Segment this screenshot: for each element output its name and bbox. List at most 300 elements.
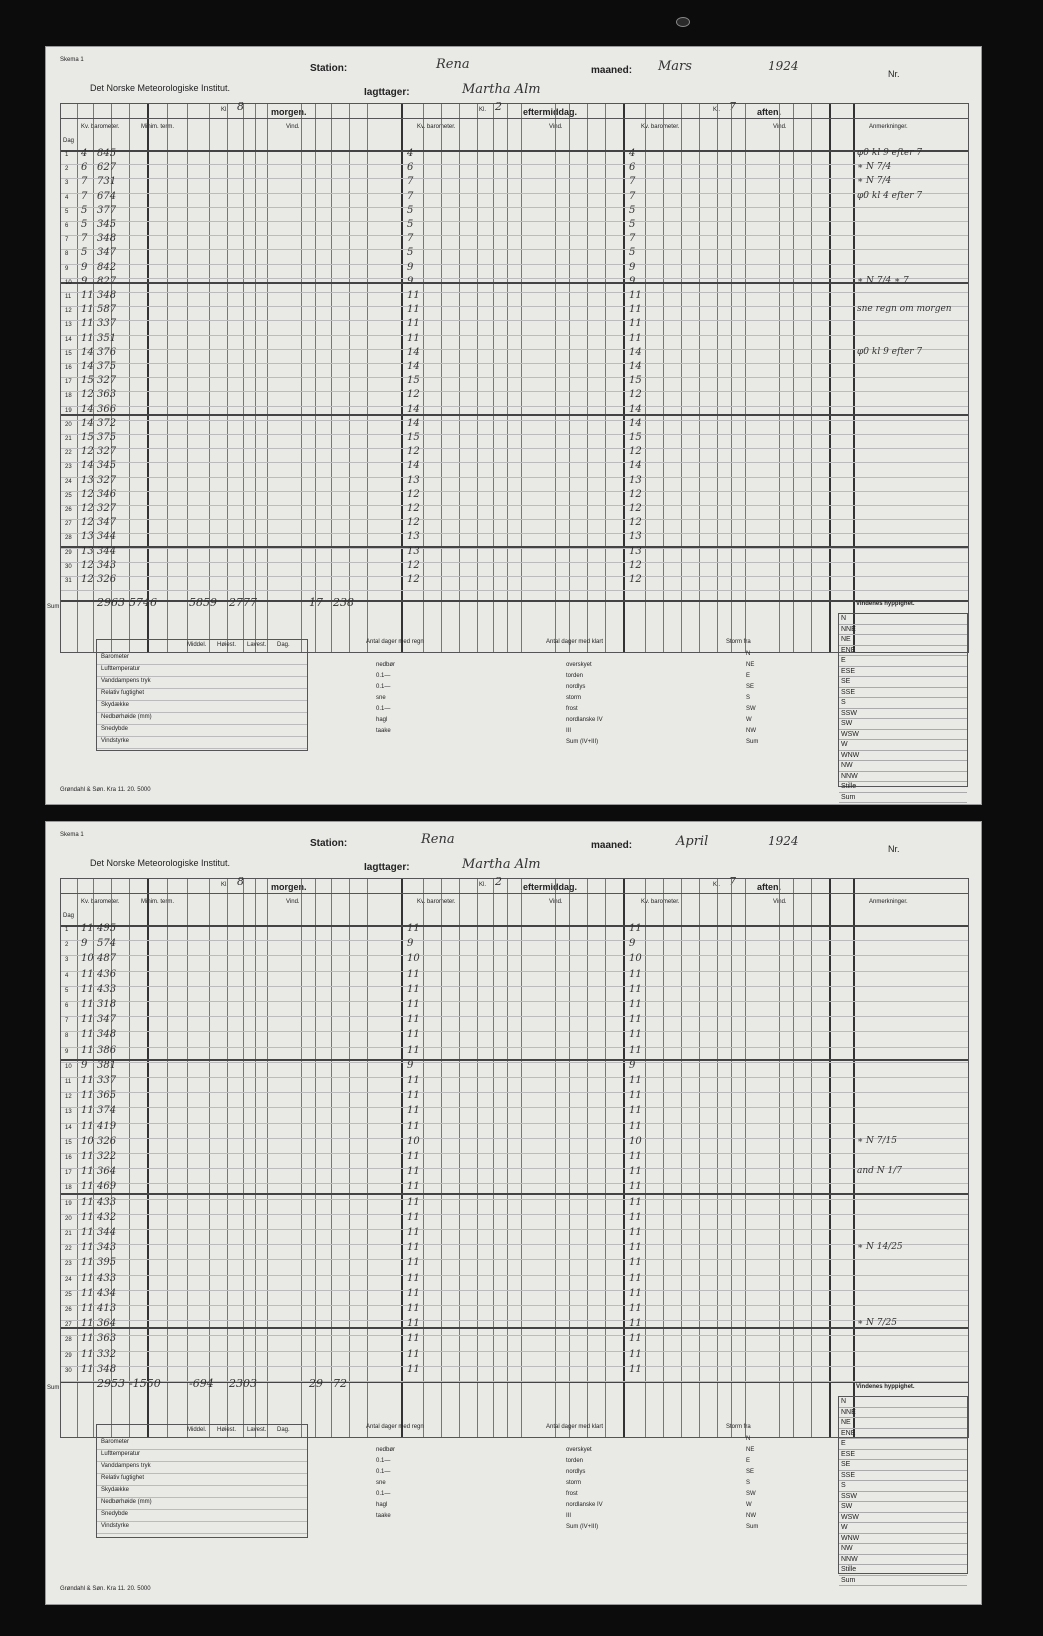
day-number: 9 [65, 1048, 69, 1055]
regn-row-label: 0.1— [376, 706, 391, 712]
sum-value-6: 72 [333, 1377, 347, 1390]
regn-days-list [376, 1436, 536, 1536]
institute-name: Det Norske Meteorologiske Institut. [90, 858, 231, 868]
day-number: 7 [65, 1018, 69, 1025]
remark: ∗ N 7/15 [857, 1135, 897, 1146]
row-rule [61, 986, 968, 987]
observation-aft-col: 6 [407, 162, 414, 174]
remark: ∗ N 7/25 [857, 1318, 897, 1329]
observation-baro-col: 413 [97, 1303, 117, 1314]
observation-eve-col: 5 [629, 247, 636, 259]
day-number: 7 [65, 237, 69, 244]
row-rule [61, 164, 968, 165]
wind-direction-row: ESE [839, 667, 967, 678]
observation-baro-col: 432 [97, 1211, 117, 1223]
day-number: 18 [65, 393, 72, 400]
storm-direction-label: E [746, 1458, 751, 1464]
observation-aft-col: 11 [407, 1166, 420, 1178]
kl-label: Kl. [221, 107, 229, 113]
day-number: 5 [65, 208, 69, 215]
observation-aft-col: 11 [407, 332, 420, 344]
vind-header: Vind. [286, 899, 300, 905]
observation-baro-col: 845 [97, 148, 117, 159]
klart-row-label: nordlys [566, 1469, 586, 1475]
sum-value-6: 238 [333, 596, 354, 609]
observation-baro-col: 348 [97, 290, 117, 301]
day-number: 24 [65, 1276, 72, 1283]
dag-summary-header: Dag. [277, 642, 290, 648]
observation-table [47, 875, 969, 1438]
day-number: 9 [65, 265, 69, 272]
observation-baro-col: 326 [97, 1135, 117, 1147]
morgen-label: morgen. [271, 107, 307, 117]
form-sheet-april [46, 822, 981, 1604]
observation-first-col: 11 [81, 1227, 94, 1238]
observation-baro-col: 419 [97, 1120, 117, 1132]
number-label: Nr. [888, 844, 900, 854]
klart-days-label: Antal dager med klart [546, 639, 604, 645]
observation-first-col: 11 [81, 1105, 94, 1117]
summary-row-label: Snedybde [101, 1511, 129, 1517]
row-rule [61, 1366, 968, 1367]
observation-eve-col: 12 [629, 389, 642, 401]
observation-aft-col: 11 [407, 1272, 420, 1284]
wind-direction-row: E [839, 1439, 967, 1450]
summary-row-label: Relativ fugtighet [101, 690, 145, 696]
institute-name: Det Norske Meteorologiske Institut. [90, 83, 231, 93]
vind-header: Vind. [286, 124, 300, 130]
row-rule [61, 448, 968, 449]
observation-baro-col: 469 [97, 1181, 117, 1193]
kl-label-3: Kl. [713, 107, 721, 113]
day-number: 2 [65, 166, 69, 173]
observation-first-col: 12 [81, 503, 94, 514]
observation-baro-col: 344 [97, 545, 117, 557]
observation-eve-col: 11 [629, 1303, 642, 1314]
observation-first-col: 11 [81, 1014, 94, 1026]
observation-first-col: 11 [81, 1211, 94, 1223]
observation-baro-col: 433 [97, 1196, 117, 1208]
station-label: Station: [310, 63, 348, 74]
month-value: April [676, 834, 709, 849]
storm-direction-label: Sum [746, 739, 759, 745]
observation-aft-col: 11 [407, 1196, 420, 1208]
observation-baro-col: 436 [97, 968, 117, 980]
observation-eve-col: 11 [629, 290, 642, 301]
klart-row-label: storm [566, 695, 581, 701]
remark: ∗ N 14/25 [857, 1242, 903, 1253]
row-rule [61, 1320, 968, 1321]
row-rule [61, 221, 968, 222]
regn-row-label: 0.1— [376, 1491, 391, 1497]
row-rule [61, 1138, 968, 1139]
regn-row-label: hagl [376, 1502, 388, 1508]
summary-row-rule [97, 1485, 307, 1486]
observation-first-col: 11 [81, 1333, 94, 1345]
observation-first-col: 6 [81, 162, 88, 174]
row-rule [61, 477, 968, 478]
observation-aft-col: 11 [407, 1348, 420, 1360]
storm-direction-label: NE [746, 662, 755, 668]
observation-baro-col: 363 [97, 1333, 117, 1345]
day-number: 6 [65, 1003, 69, 1009]
observation-eve-col: 11 [629, 1272, 642, 1284]
wind-direction-row: SSW [839, 1492, 967, 1503]
kl-morgen-value: 8 [237, 875, 244, 888]
eftermiddag-label: eftermiddag. [523, 882, 578, 892]
day-number: 19 [65, 1200, 72, 1207]
row-rule [61, 193, 968, 194]
observation-aft-col: 11 [407, 1242, 420, 1254]
summary-row-rule [97, 1521, 307, 1522]
row-rule [61, 971, 968, 972]
row-rule [61, 306, 968, 307]
observation-baro-col: 347 [97, 517, 117, 529]
row-rule [61, 1183, 968, 1184]
wind-direction-row: WSW [839, 1513, 967, 1524]
regn-row-label: taake [376, 728, 391, 734]
observation-eve-col: 9 [629, 275, 636, 287]
month-label: maaned: [591, 840, 633, 851]
day-number: 11 [65, 294, 72, 300]
day-number: 14 [65, 336, 72, 343]
observation-first-col: 4 [81, 148, 88, 159]
observation-first-col: 5 [81, 219, 88, 230]
summary-row-rule [97, 700, 307, 701]
minim-term-header: Minim. term. [141, 899, 174, 905]
observation-first-col: 11 [81, 1120, 94, 1132]
regn-row-label: taake [376, 1513, 391, 1519]
observation-first-col: 11 [81, 1090, 94, 1102]
summary-row-rule [97, 736, 307, 737]
observation-eve-col: 11 [629, 332, 642, 344]
row-rule [61, 178, 968, 179]
observation-baro-col: 433 [97, 1272, 117, 1284]
observation-aft-col: 15 [407, 432, 420, 443]
observation-baro-col: 343 [97, 1242, 117, 1254]
row-rule [61, 1259, 968, 1260]
regn-row-label: nedbør [376, 1447, 396, 1453]
storm-direction-label: NW [746, 1513, 756, 1519]
observation-eve-col: 11 [629, 1120, 642, 1132]
observation-baro-col: 495 [97, 923, 117, 934]
regn-days-label: Antal dager med regn [366, 639, 424, 645]
observation-eve-col: 10 [629, 1135, 642, 1147]
klart-row-label: torden [566, 1458, 584, 1464]
observation-aft-col: 14 [407, 403, 420, 415]
row-rule [61, 1123, 968, 1124]
observation-baro-col: 346 [97, 488, 117, 500]
observation-first-col: 11 [81, 1196, 94, 1208]
observation-first-col: 11 [81, 1303, 94, 1314]
sum-value-5: 17 [309, 596, 323, 609]
observation-aft-col: 11 [407, 983, 420, 995]
day-number: 16 [65, 1155, 72, 1161]
observation-first-col: 7 [81, 233, 88, 245]
regn-row-label: sne [376, 1480, 386, 1486]
observation-baro-col: 386 [97, 1044, 117, 1056]
summary-row-rule [97, 1461, 307, 1462]
observation-baro-col: 348 [97, 1029, 117, 1041]
observation-first-col: 13 [81, 545, 94, 557]
day-number: 13 [65, 1109, 72, 1116]
observation-first-col: 7 [81, 190, 88, 202]
observation-aft-col: 9 [407, 275, 414, 287]
summary-row-label: Snedybde [101, 726, 129, 732]
observation-eve-col: 7 [629, 190, 636, 202]
row-rule [61, 1107, 968, 1108]
klart-row-label: frost [566, 706, 578, 712]
regn-row-label: 0.1— [376, 1458, 391, 1464]
klart-row-label: storm [566, 1480, 581, 1486]
row-rule [61, 391, 968, 392]
observation-aft-col: 9 [407, 1059, 414, 1071]
observation-first-col: 5 [81, 247, 88, 259]
row-rule [61, 1244, 968, 1245]
day-number: 31 [65, 578, 72, 584]
observation-first-col: 12 [81, 389, 94, 401]
row-rule [61, 434, 968, 435]
observation-eve-col: 4 [629, 148, 636, 159]
wind-direction-row: Stille [839, 1565, 967, 1576]
observation-aft-col: 11 [407, 999, 420, 1010]
remark: ∗ N 7/4 ∗ 7 [857, 275, 909, 286]
row-rule [61, 1031, 968, 1032]
observation-baro-col: 326 [97, 574, 117, 585]
storm-direction-label: N [746, 651, 751, 657]
observation-eve-col: 11 [629, 1151, 642, 1162]
observation-baro-col: 487 [97, 953, 117, 965]
storm-direction-label: NE [746, 1447, 755, 1453]
observation-first-col: 5 [81, 204, 88, 216]
regn-days-list [376, 651, 536, 751]
observation-aft-col: 11 [407, 1363, 420, 1375]
day-number: 13 [65, 322, 72, 329]
sum-value-1: 2963 [97, 596, 125, 609]
kl-aften-value: 7 [729, 100, 736, 113]
observation-first-col: 11 [81, 304, 94, 316]
observation-aft-col: 14 [407, 346, 420, 358]
observation-aft-col: 11 [407, 1075, 420, 1086]
wind-direction-row: NW [839, 1544, 967, 1555]
row-rule [61, 1062, 968, 1063]
row-rule [61, 548, 968, 549]
observation-eve-col: 12 [629, 503, 642, 514]
observation-first-col: 11 [81, 1257, 94, 1269]
day-number: 3 [65, 957, 69, 964]
wind-frequency-table [838, 613, 968, 801]
day-number: 8 [65, 251, 69, 258]
summary-row-rule [97, 664, 307, 665]
observation-first-col: 14 [81, 361, 94, 372]
kl-label: Kl. [221, 882, 229, 888]
wind-direction-row: WNW [839, 751, 967, 762]
summary-row-label: Relativ fugtighet [101, 1475, 145, 1481]
observation-first-col: 11 [81, 923, 94, 934]
observation-eve-col: 11 [629, 1363, 642, 1375]
observation-first-col: 11 [81, 1242, 94, 1254]
kl-eftermiddag-value: 2 [495, 100, 502, 113]
observation-eve-col: 11 [629, 1044, 642, 1056]
observer-label: Iagttager: [364, 862, 410, 873]
observation-first-col: 9 [81, 1059, 88, 1071]
observation-aft-col: 14 [407, 361, 420, 372]
summary-row-label: Lufttemperatur [101, 1451, 141, 1457]
month-value: Mars [658, 59, 692, 74]
summary-row-label: Vindstyrke [101, 1523, 129, 1529]
observation-aft-col: 11 [407, 1257, 420, 1269]
observation-eve-col: 11 [629, 1318, 642, 1330]
wind-direction-row: NNE [839, 1408, 967, 1419]
row-rule [61, 590, 968, 591]
observation-eve-col: 7 [629, 176, 636, 188]
dag-summary-header: Dag. [277, 1427, 290, 1433]
observation-eve-col: 11 [629, 983, 642, 995]
day-number: 26 [65, 507, 72, 513]
observation-first-col: 13 [81, 474, 94, 486]
summary-row-label: Lufttemperatur [101, 666, 141, 672]
row-rule [61, 1016, 968, 1017]
kv-barometer-header-2: Kv. barometer. [417, 899, 456, 905]
observation-first-col: 11 [81, 1166, 94, 1178]
observation-eve-col: 11 [629, 1105, 642, 1117]
dag-header: Dag [63, 138, 75, 144]
klart-row-label: nordlys [566, 684, 586, 690]
wind-direction-row: SSW [839, 709, 967, 720]
kv-barometer-header-3: Kv. barometer. [641, 899, 680, 905]
row-rule [61, 406, 968, 407]
storm-direction-label: SW [746, 706, 756, 712]
day-number: 25 [65, 492, 72, 499]
observation-aft-col: 11 [407, 1044, 420, 1056]
remark: sne regn om morgen [857, 304, 952, 315]
summary-row-rule [97, 1533, 307, 1534]
observation-first-col: 10 [81, 953, 94, 965]
remark: φ0 kl 9 efter 7 [857, 148, 923, 158]
klart-row-label: Sum (IV+III) [566, 1524, 599, 1530]
day-number: 22 [65, 1246, 72, 1253]
observation-eve-col: 15 [629, 432, 642, 443]
observation-first-col: 14 [81, 417, 94, 429]
observation-baro-col: 332 [97, 1348, 117, 1360]
day-number: 29 [65, 549, 72, 556]
row-rule [61, 562, 968, 563]
row-rule [61, 1092, 968, 1093]
wind-direction-row: ENE [839, 1429, 967, 1440]
day-number: 11 [65, 1079, 72, 1085]
summary-row-rule [97, 1473, 307, 1474]
kv-barometer-header-3: Kv. barometer. [641, 124, 680, 130]
observation-aft-col: 12 [407, 503, 420, 514]
day-number: 1 [65, 152, 69, 158]
observation-first-col: 11 [81, 968, 94, 980]
wind-direction-row: ENE [839, 646, 967, 657]
klart-row-label: overskyet [566, 662, 592, 668]
observation-baro-col: 345 [97, 460, 117, 472]
wind-direction-row: W [839, 740, 967, 751]
row-rule [61, 1335, 968, 1336]
row-rule [61, 462, 968, 463]
observation-aft-col: 12 [407, 389, 420, 401]
day-number: 15 [65, 350, 72, 357]
observation-baro-col: 364 [97, 1318, 117, 1330]
wind-direction-row: NW [839, 761, 967, 772]
observation-baro-col: 322 [97, 1151, 117, 1162]
observation-eve-col: 9 [629, 1059, 636, 1071]
middel-header: Middel. [187, 1427, 207, 1433]
vind-header-3: Vind. [773, 124, 787, 130]
station-value: Rena [436, 57, 470, 72]
observation-aft-col: 13 [407, 531, 420, 543]
day-number: 12 [65, 1094, 72, 1101]
klart-days-label: Antal dager med klart [546, 1424, 604, 1430]
lavest-header: Lavest. [247, 642, 267, 648]
row-rule [61, 491, 968, 492]
row-rule [61, 1077, 968, 1078]
summary-row-rule [97, 1497, 307, 1498]
form-id: Skema 1 [60, 832, 84, 838]
observation-aft-col: 12 [407, 517, 420, 529]
day-number: 27 [65, 521, 72, 528]
observation-eve-col: 11 [629, 1211, 642, 1223]
observation-aft-col: 11 [407, 1333, 420, 1345]
observation-baro-col: 347 [97, 247, 117, 259]
observation-aft-col: 4 [407, 148, 414, 159]
day-number: 16 [65, 365, 72, 371]
summary-row-rule [97, 748, 307, 749]
observation-aft-col: 11 [407, 1029, 420, 1041]
observation-aft-col: 13 [407, 474, 420, 486]
day-number: 3 [65, 180, 69, 187]
storm-list [746, 651, 836, 751]
observation-eve-col: 11 [629, 1242, 642, 1254]
vind-header-3: Vind. [773, 899, 787, 905]
observation-first-col: 11 [81, 1029, 94, 1041]
row-rule [61, 1214, 968, 1215]
summary-row-label: Skydække [101, 702, 130, 708]
storm-direction-label: W [746, 717, 752, 723]
observation-baro-col: 375 [97, 432, 117, 443]
observation-eve-col: 9 [629, 938, 636, 950]
observation-aft-col: 15 [407, 375, 420, 387]
observation-eve-col: 11 [629, 968, 642, 980]
observation-first-col: 11 [81, 318, 94, 330]
day-number: 14 [65, 1124, 72, 1131]
storm-direction-label: E [746, 673, 751, 679]
vind-header-2: Vind. [549, 124, 563, 130]
sum-value-5: 29 [309, 1377, 323, 1390]
observation-first-col: 11 [81, 983, 94, 995]
observation-aft-col: 12 [407, 559, 420, 571]
observation-aft-col: 11 [407, 1181, 420, 1193]
row-rule [61, 1351, 968, 1352]
kv-barometer-header: Kv. barometer. [81, 899, 120, 905]
day-number: 4 [65, 972, 69, 979]
observation-aft-col: 5 [407, 247, 414, 259]
kl-morgen-value: 8 [237, 100, 244, 113]
observation-baro-col: 842 [97, 261, 117, 273]
storm-direction-label: S [746, 1480, 751, 1486]
observation-first-col: 14 [81, 460, 94, 472]
row-rule [61, 264, 968, 265]
observation-eve-col: 11 [629, 1090, 642, 1102]
kl-label-2: Kl. [479, 107, 487, 113]
row-rule [61, 349, 968, 350]
observation-baro-col: 627 [97, 162, 117, 174]
wind-direction-row: NNE [839, 625, 967, 636]
row-rule [61, 320, 968, 321]
remark: ∗ N 7/4 [857, 162, 892, 173]
